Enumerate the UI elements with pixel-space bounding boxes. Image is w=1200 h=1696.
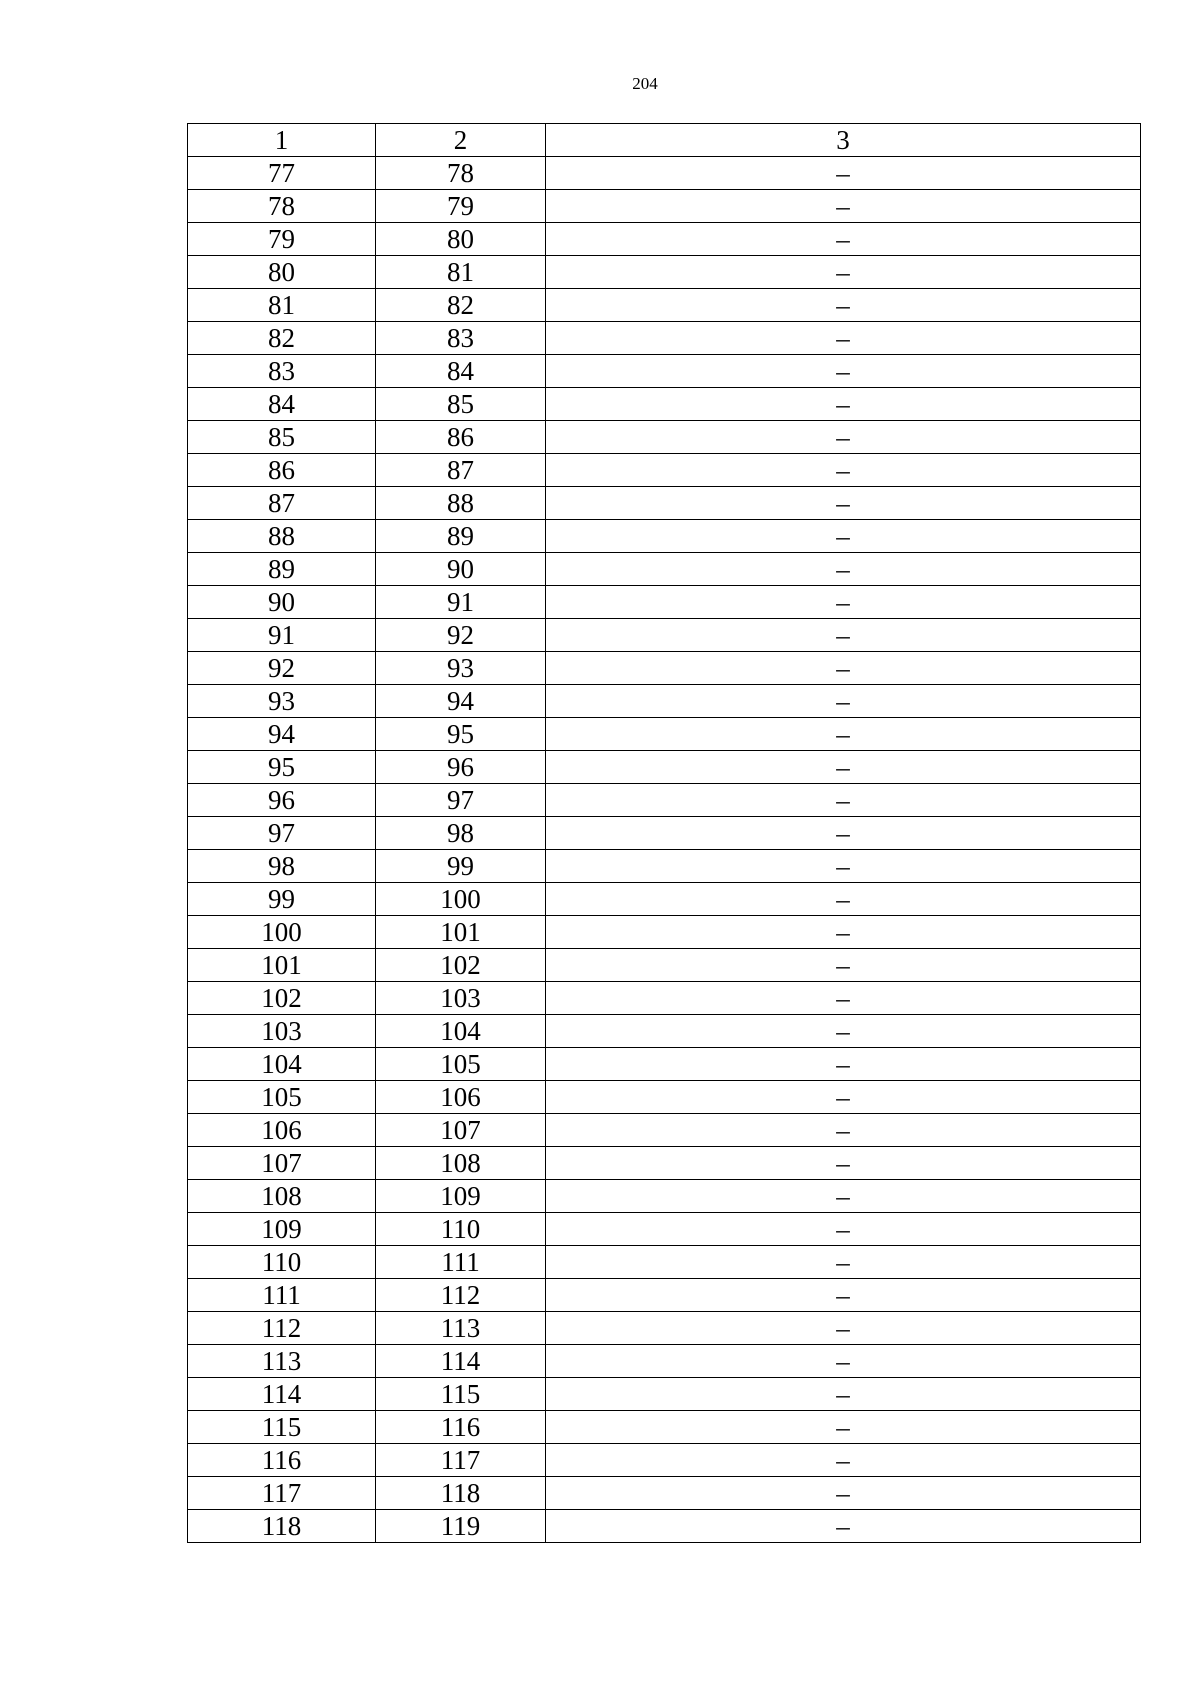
table-row [188,1246,1141,1279]
table-cell-col-3: – [546,1312,1141,1345]
table-cell-col-2: 107 [376,1114,546,1147]
table-cell-col-3: – [546,652,1141,685]
table-row [188,751,1141,784]
table-row [188,487,1141,520]
table-row [188,1444,1141,1477]
table-row [188,850,1141,883]
table-row [188,784,1141,817]
table-cell-col-2: 104 [376,1015,546,1048]
table-cell-col-2: 96 [376,751,546,784]
table-cell-col-3: – [546,982,1141,1015]
table-cell-col-1: 95 [188,751,376,784]
table-cell-col-1: 89 [188,553,376,586]
table-cell-col-3: – [546,1345,1141,1378]
table-cell-col-1: 81 [188,289,376,322]
table-cell-col-3: – [546,1378,1141,1411]
table-cell-col-1: 105 [188,1081,376,1114]
table-cell-col-3: – [546,619,1141,652]
table-cell-col-2: 105 [376,1048,546,1081]
table-cell-col-1: 93 [188,685,376,718]
table-row [188,619,1141,652]
table-cell-col-2: 103 [376,982,546,1015]
table-row [188,1510,1141,1543]
table-cell-col-1: 111 [188,1279,376,1312]
table-cell-col-2: 117 [376,1444,546,1477]
header-cell-3: 3 [546,124,1141,157]
table-cell-col-2: 93 [376,652,546,685]
table-cell-col-3: – [546,1180,1141,1213]
table-cell-col-1: 112 [188,1312,376,1345]
table-cell-col-1: 94 [188,718,376,751]
table-cell-col-2: 97 [376,784,546,817]
table-cell-col-2: 101 [376,916,546,949]
table-cell-col-3: – [546,454,1141,487]
table-cell-col-1: 114 [188,1378,376,1411]
table-row [188,1279,1141,1312]
table-row [188,553,1141,586]
table-cell-col-1: 78 [188,190,376,223]
table-cell-col-1: 83 [188,355,376,388]
table-cell-col-2: 79 [376,190,546,223]
table-row [188,223,1141,256]
table-row [188,1477,1141,1510]
table-cell-col-3: – [546,850,1141,883]
table-cell-col-2: 115 [376,1378,546,1411]
table-cell-col-1: 113 [188,1345,376,1378]
table-cell-col-2: 84 [376,355,546,388]
table-cell-col-2: 92 [376,619,546,652]
table-cell-col-2: 81 [376,256,546,289]
table-cell-col-3: – [546,751,1141,784]
page-number: 204 [632,74,658,93]
table-cell-col-1: 79 [188,223,376,256]
table-row [188,1378,1141,1411]
table-cell-col-2: 110 [376,1213,546,1246]
table-cell-col-3: – [546,1015,1141,1048]
table-row [188,685,1141,718]
table-cell-col-1: 92 [188,652,376,685]
table-row [188,1213,1141,1246]
table-cell-col-2: 90 [376,553,546,586]
table-cell-col-2: 94 [376,685,546,718]
table-cell-col-3: – [546,223,1141,256]
table-cell-col-2: 100 [376,883,546,916]
table-row [188,256,1141,289]
table-cell-col-3: – [546,520,1141,553]
table-row [188,1015,1141,1048]
table-cell-col-2: 102 [376,949,546,982]
table-cell-col-3: – [546,487,1141,520]
table-cell-col-3: – [546,157,1141,190]
table-row [188,1411,1141,1444]
table-cell-col-1: 101 [188,949,376,982]
table-row [188,817,1141,850]
table-cell-col-2: 82 [376,289,546,322]
table-cell-col-2: 114 [376,1345,546,1378]
table-cell-col-3: – [546,1147,1141,1180]
table-cell-col-2: 116 [376,1411,546,1444]
table-cell-col-3: – [546,1510,1141,1543]
table-row [188,520,1141,553]
table-cell-col-2: 108 [376,1147,546,1180]
table-row [188,322,1141,355]
table-cell-col-2: 78 [376,157,546,190]
table-cell-col-2: 113 [376,1312,546,1345]
table-cell-col-1: 88 [188,520,376,553]
table-cell-col-2: 89 [376,520,546,553]
table-row [188,1345,1141,1378]
table-cell-col-1: 104 [188,1048,376,1081]
table-cell-col-2: 118 [376,1477,546,1510]
table-row [188,1312,1141,1345]
table-cell-col-2: 109 [376,1180,546,1213]
table-cell-col-1: 117 [188,1477,376,1510]
table-cell-col-1: 98 [188,850,376,883]
table-cell-col-3: – [546,916,1141,949]
table-row [188,652,1141,685]
table-cell-col-2: 86 [376,421,546,454]
table-cell-col-1: 84 [188,388,376,421]
table-cell-col-3: – [546,190,1141,223]
table-cell-col-3: – [546,949,1141,982]
table-cell-col-3: – [546,1444,1141,1477]
table-row [188,883,1141,916]
table-cell-col-1: 102 [188,982,376,1015]
table-cell-col-2: 111 [376,1246,546,1279]
header-cell-1: 1 [188,124,376,157]
table-cell-col-3: – [546,322,1141,355]
table-row [188,718,1141,751]
table-cell-col-3: – [546,355,1141,388]
table-cell-col-2: 119 [376,1510,546,1543]
table-cell-col-1: 116 [188,1444,376,1477]
table-cell-col-1: 115 [188,1411,376,1444]
table-cell-col-3: – [546,817,1141,850]
table-row [188,1147,1141,1180]
table-cell-col-2: 91 [376,586,546,619]
table-row [188,289,1141,322]
table-cell-col-3: – [546,289,1141,322]
table-row [188,157,1141,190]
table-row [188,1114,1141,1147]
table-row [188,1180,1141,1213]
table-row [188,454,1141,487]
table-row [188,1081,1141,1114]
table-cell-col-1: 91 [188,619,376,652]
table-cell-col-1: 110 [188,1246,376,1279]
table-cell-col-1: 82 [188,322,376,355]
table-cell-col-1: 118 [188,1510,376,1543]
table-cell-col-3: – [546,256,1141,289]
table-cell-col-3: – [546,1213,1141,1246]
table-cell-col-3: – [546,685,1141,718]
table-row [188,421,1141,454]
table-cell-col-2: 95 [376,718,546,751]
table-cell-col-1: 107 [188,1147,376,1180]
table-body [188,124,1141,1543]
table-cell-col-1: 86 [188,454,376,487]
table-cell-col-1: 99 [188,883,376,916]
table-cell-col-2: 99 [376,850,546,883]
table-cell-col-1: 90 [188,586,376,619]
table-cell-col-1: 106 [188,1114,376,1147]
table-cell-col-3: – [546,883,1141,916]
table-row [188,190,1141,223]
table-row [188,388,1141,421]
table-cell-col-3: – [546,718,1141,751]
table-cell-col-2: 112 [376,1279,546,1312]
table-cell-col-1: 96 [188,784,376,817]
table-cell-col-3: – [546,1246,1141,1279]
table-row [188,949,1141,982]
table-cell-col-2: 83 [376,322,546,355]
table-row [188,982,1141,1015]
table-cell-col-1: 85 [188,421,376,454]
table-cell-col-1: 97 [188,817,376,850]
table-cell-col-3: – [546,421,1141,454]
table-cell-col-2: 106 [376,1081,546,1114]
table-cell-col-2: 98 [376,817,546,850]
data-table [187,123,1141,1543]
table-cell-col-2: 85 [376,388,546,421]
table-cell-col-3: – [546,1048,1141,1081]
table-cell-col-3: – [546,1477,1141,1510]
table-row [188,916,1141,949]
table-cell-col-1: 109 [188,1213,376,1246]
table-cell-col-1: 100 [188,916,376,949]
table-cell-col-2: 80 [376,223,546,256]
table-cell-col-3: – [546,553,1141,586]
table-cell-col-1: 80 [188,256,376,289]
table-cell-col-1: 87 [188,487,376,520]
table-cell-col-3: – [546,1279,1141,1312]
table-cell-col-3: – [546,1114,1141,1147]
table-header-row [188,124,1141,157]
table-cell-col-1: 103 [188,1015,376,1048]
table-cell-col-2: 88 [376,487,546,520]
table-cell-col-3: – [546,388,1141,421]
table-cell-col-3: – [546,1081,1141,1114]
table-row [188,1048,1141,1081]
table-cell-col-3: – [546,784,1141,817]
table-cell-col-2: 87 [376,454,546,487]
table-row [188,355,1141,388]
table-cell-col-1: 77 [188,157,376,190]
table-cell-col-3: – [546,1411,1141,1444]
table-cell-col-3: – [546,586,1141,619]
table-cell-col-1: 108 [188,1180,376,1213]
header-cell-2: 2 [376,124,546,157]
table-row [188,586,1141,619]
